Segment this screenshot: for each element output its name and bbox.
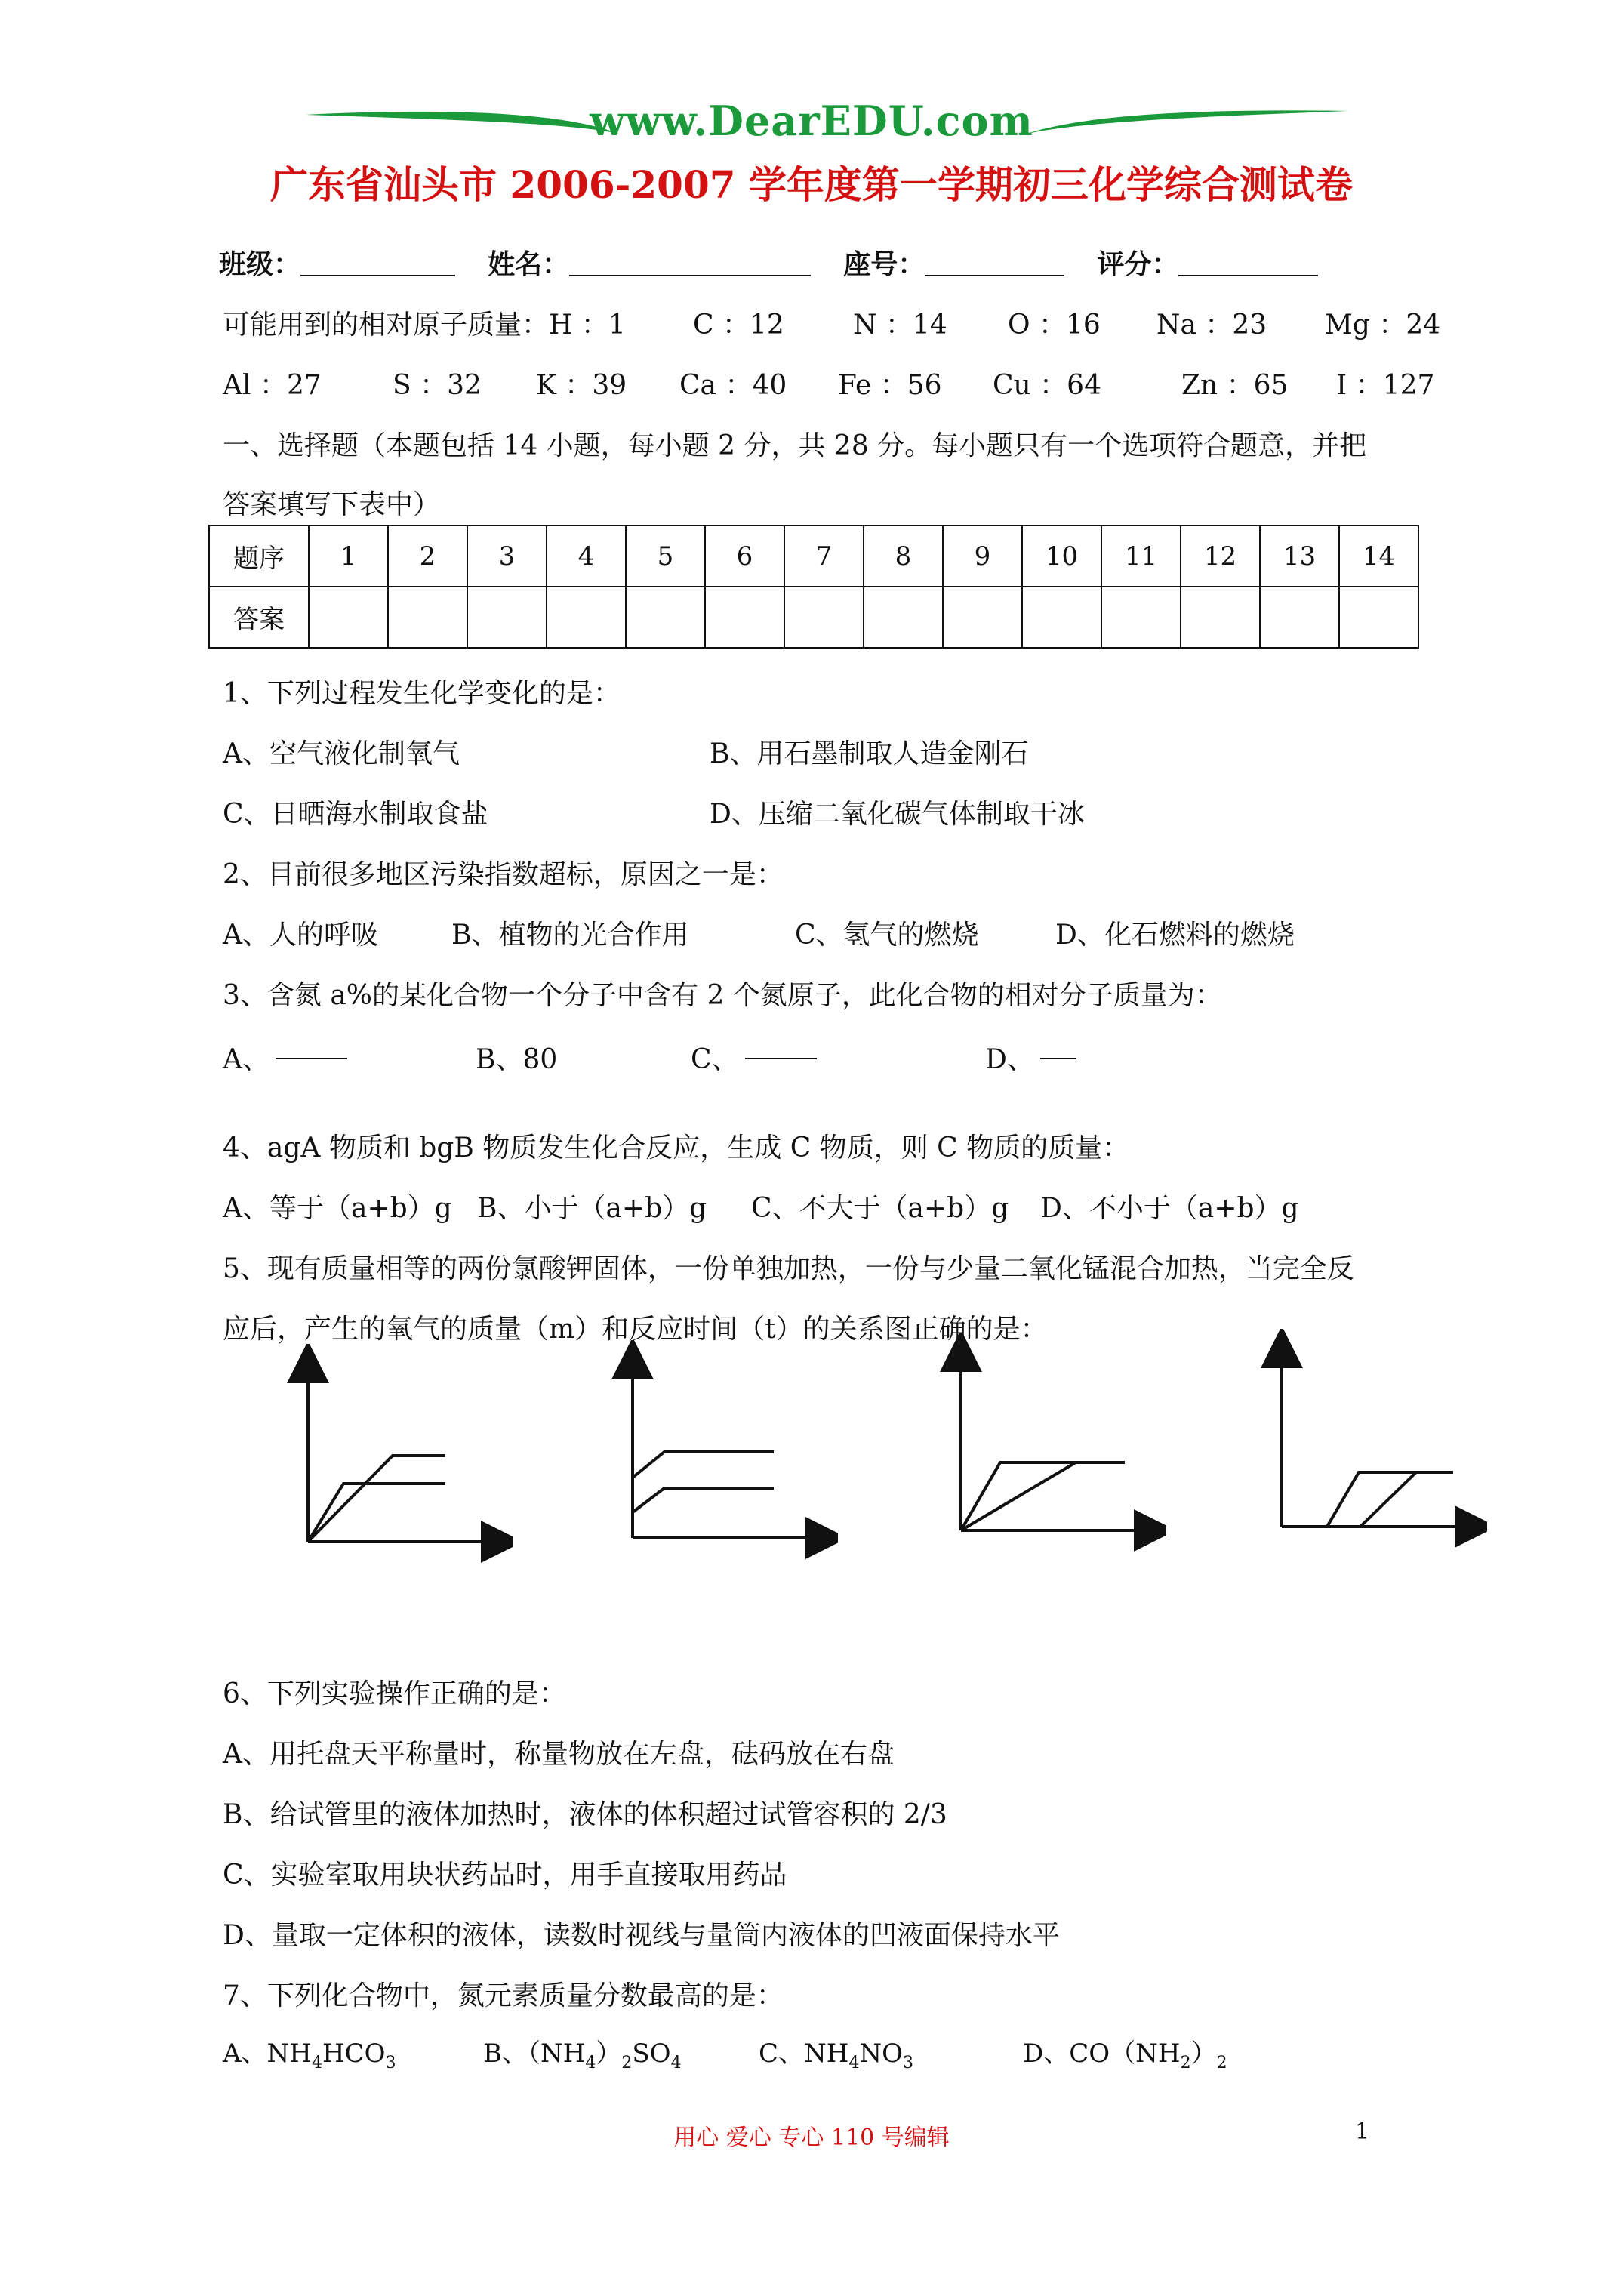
table-row-numbers (209, 525, 1418, 587)
question-1-option-a[interactable]: A、空气液化制氧气 (223, 738, 460, 769)
formula-subscript: 2 (1180, 2054, 1191, 2073)
table-cell-number: 3 (467, 525, 547, 587)
formula-text: C、NH (759, 2039, 849, 2069)
question-7-option-a[interactable] (223, 2032, 396, 2073)
formula-subscript: 3 (385, 2054, 396, 2073)
formula-subscript: 4 (311, 2054, 322, 2073)
question-4-option-b[interactable]: B、小于（a+b）g (477, 1193, 707, 1224)
table-cell-number: 13 (1260, 525, 1339, 587)
question-7-option-d[interactable] (1023, 2032, 1227, 2073)
formula-text: NO (859, 2039, 904, 2069)
answer-cell-14[interactable] (1339, 587, 1418, 648)
answer-cell-2[interactable] (388, 587, 467, 648)
atomic-mass-cu: Cu ：64 (993, 370, 1101, 401)
table-cell-number: 14 (1339, 525, 1418, 587)
formula-subscript: 2 (621, 2054, 633, 2073)
class-label: 班级： (219, 248, 301, 280)
formula-text: SO (632, 2039, 671, 2069)
table-row-answers (209, 587, 1418, 648)
formula-text: HCO (322, 2039, 386, 2069)
formula-subscript: 4 (585, 2054, 596, 2073)
question-2-option-b[interactable]: B、植物的光合作用 (451, 920, 689, 951)
option-d-label: D、 (985, 1044, 1034, 1075)
atomic-mass-line-1 (223, 304, 1441, 342)
table-cell-number: 1 (309, 525, 388, 587)
table-cell-number: 12 (1181, 525, 1260, 587)
answer-cell-7[interactable] (784, 587, 864, 648)
question-6-option-b[interactable]: B、给试管里的液体加热时，液体的体积超过试管容积的 2/3 (223, 1799, 947, 1830)
question-1-option-b[interactable]: B、用石墨制取人造金刚石 (710, 738, 1029, 769)
question-4-option-a[interactable]: A、等于（a+b）g (223, 1193, 452, 1224)
section-title-line-2: 答案填写下表中） (223, 489, 441, 520)
atomic-mass-i: I ：127 (1336, 370, 1435, 401)
question-4-stem: 4、agA 物质和 bgB 物质发生化合反应，生成 C 物质，则 C 物质的质量： (223, 1133, 1130, 1163)
table-cell-number: 9 (943, 525, 1022, 587)
option-a-label: A、 (223, 1044, 269, 1075)
atomic-mass-c: C ：12 (693, 310, 784, 341)
answer-cell-1[interactable] (309, 587, 388, 648)
question-6-option-a[interactable]: A、用托盘天平称量时，称量物放在左盘，砝码放在右盘 (223, 1739, 895, 1770)
table-cell-number: 11 (1101, 525, 1181, 587)
exam-title: 广东省汕头市 2006-2007 学年度第一学期初三化学综合测试卷 (270, 162, 1353, 207)
atomic-mass-al: Al ：27 (223, 370, 322, 401)
table-cell-number: 2 (388, 525, 467, 587)
question-1-option-c[interactable]: C、日晒海水制取食盐 (223, 799, 488, 830)
site-banner[interactable]: www.DearEDU.com (590, 97, 1033, 145)
table-cell-number: 7 (784, 525, 864, 587)
seat-field[interactable] (925, 252, 1064, 276)
question-6-stem: 6、下列实验操作正确的是： (223, 1678, 566, 1709)
question-7-option-b[interactable] (483, 2032, 682, 2073)
answer-cell-3[interactable] (467, 587, 547, 648)
question-3-option-a[interactable] (223, 1038, 347, 1077)
graph-option-c[interactable] (940, 1333, 1166, 1552)
formula-text: D、CO（NH (1023, 2039, 1181, 2069)
graph-option-a[interactable] (287, 1344, 513, 1563)
atomic-mass-mg: Mg ：24 (1325, 310, 1441, 341)
answer-cell-5[interactable] (626, 587, 705, 648)
graph-option-d[interactable] (1261, 1329, 1487, 1548)
formula-subscript: 4 (848, 2054, 860, 2073)
question-2-option-a[interactable]: A、人的呼吸 (223, 920, 378, 951)
answer-cell-6[interactable] (705, 587, 784, 648)
page-number: 1 (1355, 2119, 1370, 2145)
question-3-stem: 3、含氮 a%的某化合物一个分子中含有 2 个氮原子，此化合物的相对分子质量为： (223, 980, 1222, 1011)
answer-table (208, 525, 1419, 649)
answer-cell-12[interactable] (1181, 587, 1260, 648)
graph-option-b[interactable] (611, 1340, 838, 1559)
formula-subscript: 4 (670, 2054, 682, 2073)
question-6-option-c[interactable]: C、实验室取用块状药品时，用手直接取用药品 (223, 1860, 787, 1891)
fraction-bar (745, 1058, 817, 1059)
answer-cell-13[interactable] (1260, 587, 1339, 648)
question-3-option-d[interactable] (985, 1038, 1076, 1077)
table-cell-number: 8 (864, 525, 943, 587)
option-c-label: C、 (691, 1044, 739, 1075)
question-3-option-b[interactable]: B、80 (476, 1044, 558, 1075)
atomic-mass-n: N ：14 (853, 310, 947, 341)
question-1-stem: 1、下列过程发生化学变化的是： (223, 678, 621, 709)
fraction-bar (276, 1058, 347, 1059)
footer-note: 用心 爱心 专心 110 号编辑 (673, 2125, 950, 2151)
atomic-mass-fe: Fe ：56 (838, 370, 942, 401)
answer-cell-8[interactable] (864, 587, 943, 648)
question-2-stem: 2、目前很多地区污染指数超标，原因之一是： (223, 859, 784, 890)
table-cell-number: 10 (1022, 525, 1101, 587)
table-cell-number: 6 (705, 525, 784, 587)
atomic-mass-line-2 (223, 364, 1435, 402)
seat-label: 座号： (843, 248, 925, 280)
formula-text: A、NH (223, 2039, 312, 2069)
formula-subscript: 3 (903, 2054, 914, 2073)
atomic-mass-ca: Ca ：40 (679, 370, 787, 401)
answer-cell-11[interactable] (1101, 587, 1181, 648)
formula-subscript: 2 (1216, 2054, 1227, 2073)
score-label: 评分： (1097, 248, 1179, 280)
question-7-stem: 7、下列化合物中，氮元素质量分数最高的是： (223, 1980, 784, 2011)
row-label-answer: 答案 (209, 587, 309, 648)
formula-text: B、（NH (483, 2039, 586, 2069)
table-cell-number: 5 (626, 525, 705, 587)
atomic-mass-h: 可能用到的相对原子质量：H ：1 (223, 310, 626, 341)
atomic-mass-zn: Zn ：65 (1181, 370, 1289, 401)
answer-cell-4[interactable] (547, 587, 626, 648)
row-label-number: 题序 (209, 525, 309, 587)
score-field[interactable] (1178, 252, 1318, 276)
question-4-option-d[interactable]: D、不小于（a+b）g (1040, 1193, 1299, 1224)
formula-text: ） (596, 2039, 622, 2069)
question-3-option-c[interactable] (691, 1038, 817, 1077)
question-6-option-d[interactable]: D、量取一定体积的液体，读数时视线与量筒内液体的凹液面保持水平 (223, 1920, 1060, 1951)
class-field[interactable] (300, 252, 455, 276)
table-cell-number: 4 (547, 525, 626, 587)
question-2-option-c[interactable]: C、氢气的燃烧 (795, 920, 979, 951)
atomic-mass-k: K ：39 (536, 370, 627, 401)
question-2-option-d[interactable]: D、化石燃料的燃烧 (1055, 920, 1295, 951)
name-field[interactable] (569, 252, 811, 276)
name-label: 姓名： (488, 248, 570, 280)
info-line (219, 243, 1318, 282)
question-5-stem-line-2: 应后，产生的氧气的质量（m）和反应时间（t）的关系图正确的是： (223, 1314, 1048, 1345)
question-1-option-d[interactable]: D、压缩二氧化碳气体制取干冰 (710, 799, 1085, 830)
question-4-option-c[interactable]: C、不大于（a+b）g (751, 1193, 1009, 1224)
atomic-mass-s: S ：32 (393, 370, 482, 401)
atomic-mass-na: Na ：23 (1156, 310, 1267, 341)
formula-text: ） (1190, 2039, 1217, 2069)
answer-cell-9[interactable] (943, 587, 1022, 648)
question-5-stem-line-1: 5、现有质量相等的两份氯酸钾固体，一份单独加热，一份与少量二氧化锰混合加热，当完全反 (223, 1253, 1354, 1284)
question-7-option-c[interactable] (759, 2032, 914, 2073)
atomic-mass-o: O ：16 (1008, 310, 1101, 341)
section-title-line-1: 一、选择题（本题包括 14 小题，每小题 2 分，共 28 分。每小题只有一个选项符合题意，并把 (223, 430, 1367, 461)
fraction-bar (1040, 1058, 1076, 1059)
answer-cell-10[interactable] (1022, 587, 1101, 648)
